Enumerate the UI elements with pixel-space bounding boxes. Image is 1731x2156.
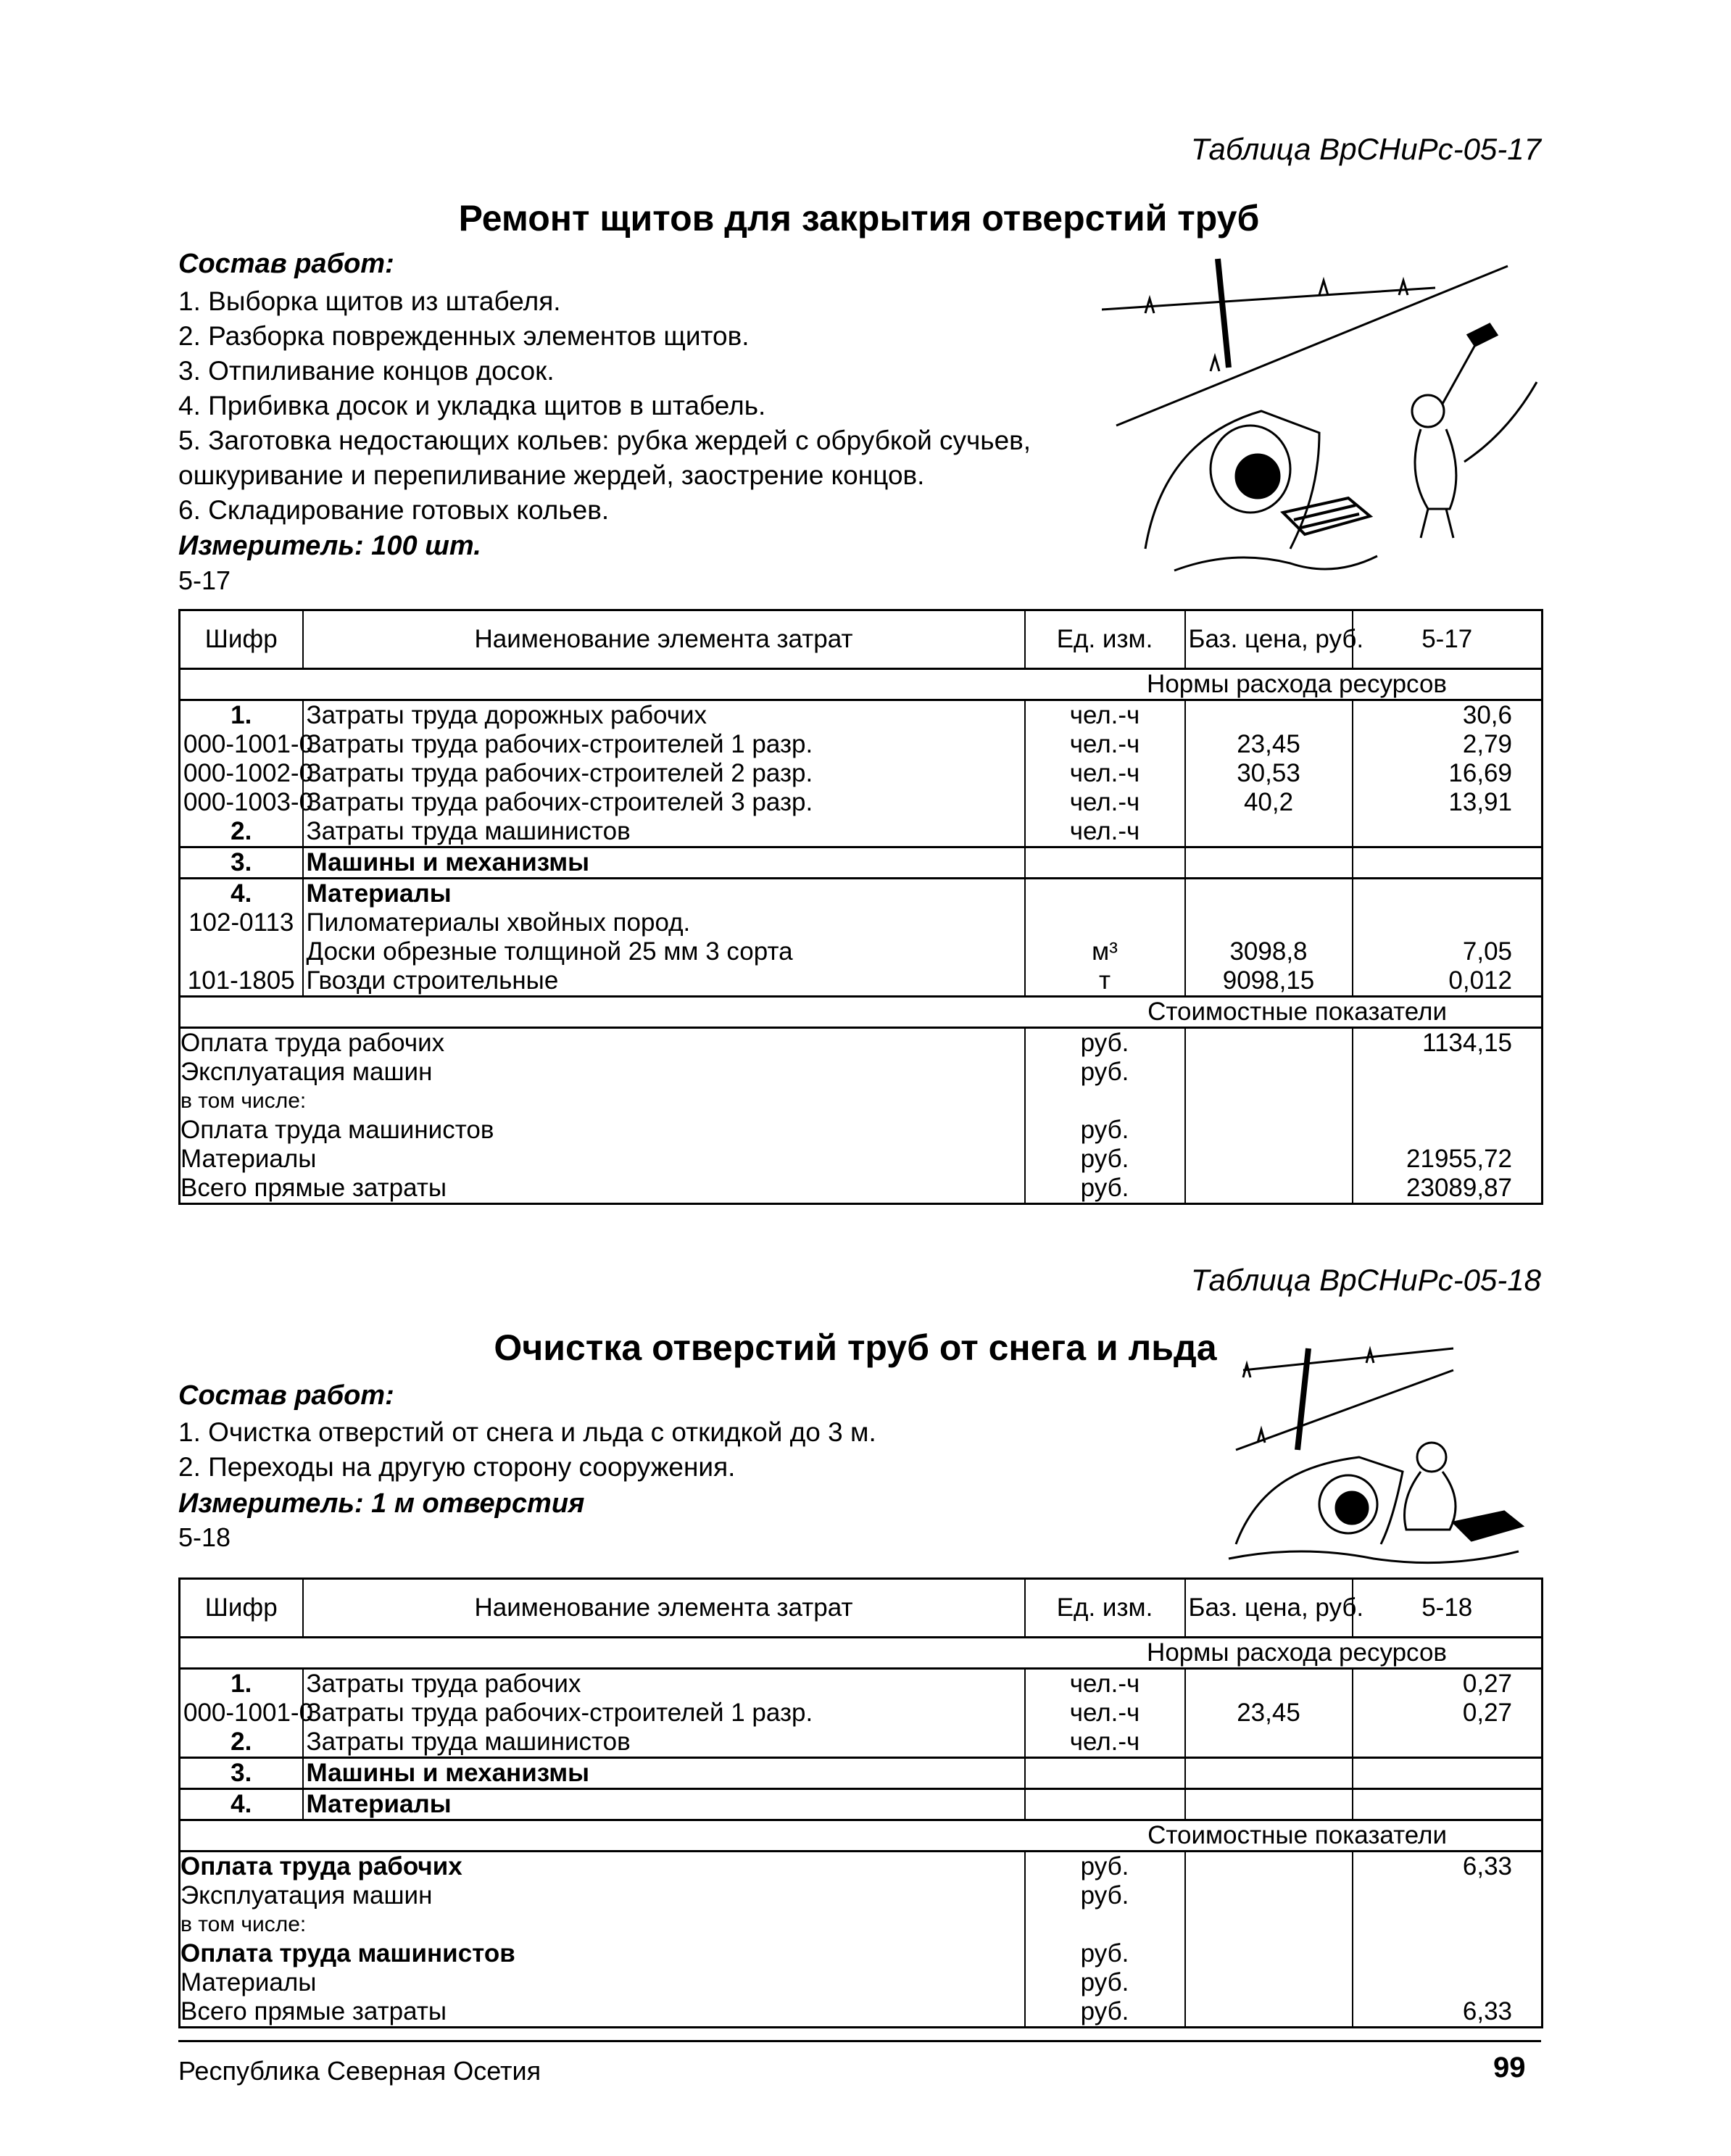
row-price: 30,53: [1185, 759, 1353, 788]
row-name: Машины и механизмы: [303, 847, 1025, 879]
row-price: [1185, 1728, 1353, 1758]
cost-price: [1185, 1087, 1353, 1116]
cost-row: [180, 1145, 1543, 1174]
row-unit: чел.-ч: [1025, 1699, 1185, 1728]
cost-name: в том числе:: [180, 1910, 1025, 1939]
row-price: [1185, 879, 1353, 909]
cost-value: 21955,72: [1353, 1145, 1543, 1174]
work-item: 5. Заготовка недостающих кольев: рубка жердей с обрубкой сучьев,: [178, 426, 1031, 455]
row-value: [1353, 817, 1543, 847]
cost-section-label: Стоимостные показатели: [180, 1820, 1543, 1852]
row-price: [1185, 908, 1353, 937]
cost-unit: руб.: [1025, 1968, 1185, 1997]
cost-price: [1185, 1939, 1353, 1968]
row-price: 3098,8: [1185, 937, 1353, 966]
row-code: 2.: [180, 1728, 303, 1758]
row-unit: чел.-ч: [1025, 700, 1185, 731]
resource-row: [180, 879, 1543, 909]
cost-section-row: [180, 997, 1543, 1028]
work-item: 6. Складирование готовых кольев.: [178, 495, 610, 525]
cost-row: [180, 1116, 1543, 1145]
cost-section-label: Стоимостные показатели: [180, 997, 1543, 1028]
row-value: [1353, 908, 1543, 937]
column-header-3: Баз. цена, руб.: [1185, 1579, 1353, 1638]
resource-row: [180, 730, 1543, 759]
resource-row: [180, 966, 1543, 997]
row-name: Затраты труда дорожных рабочих: [303, 700, 1025, 731]
resource-row: [180, 1699, 1543, 1728]
section-title: Очистка отверстий труб от снега и льда: [494, 1327, 1217, 1368]
table-number: Таблица ВрСНиРс-05-18: [1190, 1263, 1541, 1297]
cost-unit: руб.: [1025, 1116, 1185, 1145]
row-code: 4.: [180, 1789, 303, 1820]
cost-name: Оплата труда рабочих: [180, 1852, 1025, 1882]
cost-row: [180, 1997, 1543, 2028]
row-price: 9098,15: [1185, 966, 1353, 997]
column-header-1: Наименование элемента затрат: [303, 1579, 1025, 1638]
cost-name: Эксплуатация машин: [180, 1881, 1025, 1910]
cost-unit: руб.: [1025, 1145, 1185, 1174]
work-item: 1. Очистка отверстий от снега и льда с откидкой до 3 м.: [178, 1417, 876, 1447]
footer-region: Республика Северная Осетия: [178, 2056, 541, 2086]
row-value: 16,69: [1353, 759, 1543, 788]
section-title: Ремонт щитов для закрытия отверстий труб: [458, 198, 1260, 239]
row-name: Затраты труда машинистов: [303, 1728, 1025, 1758]
column-header-4: 5-18: [1353, 1579, 1543, 1638]
row-unit: [1025, 879, 1185, 909]
row-name: Пиломатериалы хвойных пород.: [303, 908, 1025, 937]
row-value: [1353, 1758, 1543, 1789]
cost-unit: руб.: [1025, 1028, 1185, 1058]
table-header-row: [180, 1579, 1543, 1638]
cost-value: [1353, 1910, 1543, 1939]
cost-value: 1134,15: [1353, 1028, 1543, 1058]
cost-value: 23089,87: [1353, 1174, 1543, 1204]
row-code: 000-1001-0: [180, 1699, 303, 1728]
row-code: 000-1002-0: [180, 759, 303, 788]
cost-price: [1185, 1174, 1353, 1204]
cost-table: [178, 609, 1543, 1205]
row-value: [1353, 1728, 1543, 1758]
norms-section-row: [180, 669, 1543, 700]
cost-row: [180, 1968, 1543, 1997]
row-code: 3.: [180, 847, 303, 879]
cost-value: 6,33: [1353, 1852, 1543, 1882]
row-code: 101-1805: [180, 966, 303, 997]
row-unit: м³: [1025, 937, 1185, 966]
cost-section-row: [180, 1820, 1543, 1852]
row-name: Затраты труда рабочих-строителей 1 разр.: [303, 730, 1025, 759]
column-header-0: Шифр: [180, 610, 303, 669]
row-price: 23,45: [1185, 1699, 1353, 1728]
column-header-2: Ед. изм.: [1025, 610, 1185, 669]
cost-value: [1353, 1087, 1543, 1116]
row-value: 2,79: [1353, 730, 1543, 759]
row-code: 1.: [180, 700, 303, 731]
row-value: 0,27: [1353, 1699, 1543, 1728]
row-price: 40,2: [1185, 788, 1353, 817]
row-value: 0,012: [1353, 966, 1543, 997]
row-price: [1185, 700, 1353, 731]
column-header-0: Шифр: [180, 1579, 303, 1638]
work-item: 1. Выборка щитов из штабеля.: [178, 286, 561, 316]
row-value: [1353, 847, 1543, 879]
cost-row: [180, 1852, 1543, 1882]
table-code: 5-17: [178, 565, 231, 595]
row-unit: чел.-ч: [1025, 1728, 1185, 1758]
cost-name: Оплата труда машинистов: [180, 1116, 1025, 1145]
cost-row: [180, 1058, 1543, 1087]
cost-price: [1185, 1910, 1353, 1939]
norms-section-row: [180, 1638, 1543, 1669]
cost-unit: руб.: [1025, 1997, 1185, 2028]
row-unit: чел.-ч: [1025, 788, 1185, 817]
measure-label: Измеритель: 1 м отверстия: [178, 1488, 585, 1519]
row-name: Затраты труда рабочих-строителей 3 разр.: [303, 788, 1025, 817]
cost-price: [1185, 1968, 1353, 1997]
column-header-4: 5-17: [1353, 610, 1543, 669]
row-name: Затраты труда рабочих: [303, 1669, 1025, 1699]
cost-value: [1353, 1939, 1543, 1968]
page-number: 99: [1493, 2052, 1526, 2084]
resource-row: [180, 759, 1543, 788]
row-code: [180, 937, 303, 966]
cost-name: Материалы: [180, 1145, 1025, 1174]
cost-price: [1185, 1058, 1353, 1087]
cost-unit: руб.: [1025, 1881, 1185, 1910]
cost-unit: руб.: [1025, 1852, 1185, 1882]
resource-row: [180, 937, 1543, 966]
cost-price: [1185, 1852, 1353, 1882]
composition-label: Состав работ:: [178, 1380, 394, 1411]
row-unit: т: [1025, 966, 1185, 997]
cost-unit: [1025, 1910, 1185, 1939]
cost-name: Эксплуатация машин: [180, 1058, 1025, 1087]
row-unit: чел.-ч: [1025, 1669, 1185, 1699]
row-name: Материалы: [303, 879, 1025, 909]
cost-unit: руб.: [1025, 1939, 1185, 1968]
resource-row: [180, 1789, 1543, 1820]
row-code: 102-0113: [180, 908, 303, 937]
cost-price: [1185, 1145, 1353, 1174]
row-code: 000-1001-0: [180, 730, 303, 759]
cost-name: Оплата труда машинистов: [180, 1939, 1025, 1968]
norms-section-label: Нормы расхода ресурсов: [180, 669, 1543, 700]
row-unit: [1025, 1789, 1185, 1820]
cost-row: [180, 1028, 1543, 1058]
row-value: 0,27: [1353, 1669, 1543, 1699]
cost-name: Всего прямые затраты: [180, 1174, 1025, 1204]
cost-row: [180, 1881, 1543, 1910]
row-name: Затраты труда рабочих-строителей 2 разр.: [303, 759, 1025, 788]
composition-label: Состав работ:: [178, 249, 394, 279]
row-value: 30,6: [1353, 700, 1543, 731]
row-price: [1185, 847, 1353, 879]
row-name: Затраты труда рабочих-строителей 1 разр.: [303, 1699, 1025, 1728]
cost-price: [1185, 1028, 1353, 1058]
row-price: 23,45: [1185, 730, 1353, 759]
cost-value: 6,33: [1353, 1997, 1543, 2028]
cost-row: [180, 1939, 1543, 1968]
work-item: ошкуривание и перепиливание жердей, заострение концов.: [178, 460, 925, 490]
row-unit: [1025, 1758, 1185, 1789]
row-name: Затраты труда машинистов: [303, 817, 1025, 847]
measure-label: Измеритель: 100 шт.: [178, 531, 481, 561]
work-item: 2. Разборка поврежденных элементов щитов.: [178, 321, 750, 351]
resource-row: [180, 817, 1543, 847]
work-item: 4. Прибивка досок и укладка щитов в штабель.: [178, 391, 766, 420]
cost-row: [180, 1174, 1543, 1204]
row-value: [1353, 879, 1543, 909]
row-unit: чел.-ч: [1025, 817, 1185, 847]
cost-value: [1353, 1968, 1543, 1997]
row-value: 13,91: [1353, 788, 1543, 817]
cost-value: [1353, 1058, 1543, 1087]
table-number: Таблица ВрСНиРс-05-17: [1190, 132, 1541, 166]
row-code: 2.: [180, 817, 303, 847]
column-header-1: Наименование элемента затрат: [303, 610, 1025, 669]
cost-price: [1185, 1881, 1353, 1910]
row-price: [1185, 1789, 1353, 1820]
resource-row: [180, 1669, 1543, 1699]
cost-unit: [1025, 1087, 1185, 1116]
cost-row: [180, 1087, 1543, 1116]
footer-divider: [178, 2040, 1541, 2042]
cost-price: [1185, 1997, 1353, 2028]
cost-name: Оплата труда рабочих: [180, 1028, 1025, 1058]
row-name: Доски обрезные толщиной 25 мм 3 сорта: [303, 937, 1025, 966]
resource-row: [180, 847, 1543, 879]
work-item: 3. Отпиливание концов досок.: [178, 356, 555, 386]
cost-unit: руб.: [1025, 1174, 1185, 1204]
row-price: [1185, 1669, 1353, 1699]
row-code: 3.: [180, 1758, 303, 1789]
column-header-3: Баз. цена, руб.: [1185, 610, 1353, 669]
row-unit: [1025, 908, 1185, 937]
cost-name: в том числе:: [180, 1087, 1025, 1116]
row-unit: чел.-ч: [1025, 759, 1185, 788]
resource-row: [180, 700, 1543, 731]
resource-row: [180, 1728, 1543, 1758]
norms-section-label: Нормы расхода ресурсов: [180, 1638, 1543, 1669]
row-value: 7,05: [1353, 937, 1543, 966]
cost-value: [1353, 1881, 1543, 1910]
cost-price: [1185, 1116, 1353, 1145]
row-name: Материалы: [303, 1789, 1025, 1820]
row-price: [1185, 817, 1353, 847]
row-value: [1353, 1789, 1543, 1820]
resource-row: [180, 908, 1543, 937]
cost-unit: руб.: [1025, 1058, 1185, 1087]
column-header-2: Ед. изм.: [1025, 1579, 1185, 1638]
row-code: 4.: [180, 879, 303, 909]
row-price: [1185, 1758, 1353, 1789]
row-code: 1.: [180, 1669, 303, 1699]
table-header-row: [180, 610, 1543, 669]
row-unit: чел.-ч: [1025, 730, 1185, 759]
cost-name: Материалы: [180, 1968, 1025, 1997]
cost-name: Всего прямые затраты: [180, 1997, 1025, 2028]
worker-illustration: [1102, 244, 1551, 578]
snow-clearing-illustration: [1214, 1341, 1548, 1566]
row-name: Машины и механизмы: [303, 1758, 1025, 1789]
cost-table: [178, 1577, 1543, 2028]
resource-row: [180, 788, 1543, 817]
work-item: 2. Переходы на другую сторону сооружения.: [178, 1452, 736, 1482]
resource-row: [180, 1758, 1543, 1789]
row-code: 000-1003-0: [180, 788, 303, 817]
table-code: 5-18: [178, 1522, 231, 1552]
row-name: Гвозди строительные: [303, 966, 1025, 997]
cost-row: [180, 1910, 1543, 1939]
row-unit: [1025, 847, 1185, 879]
cost-value: [1353, 1116, 1543, 1145]
